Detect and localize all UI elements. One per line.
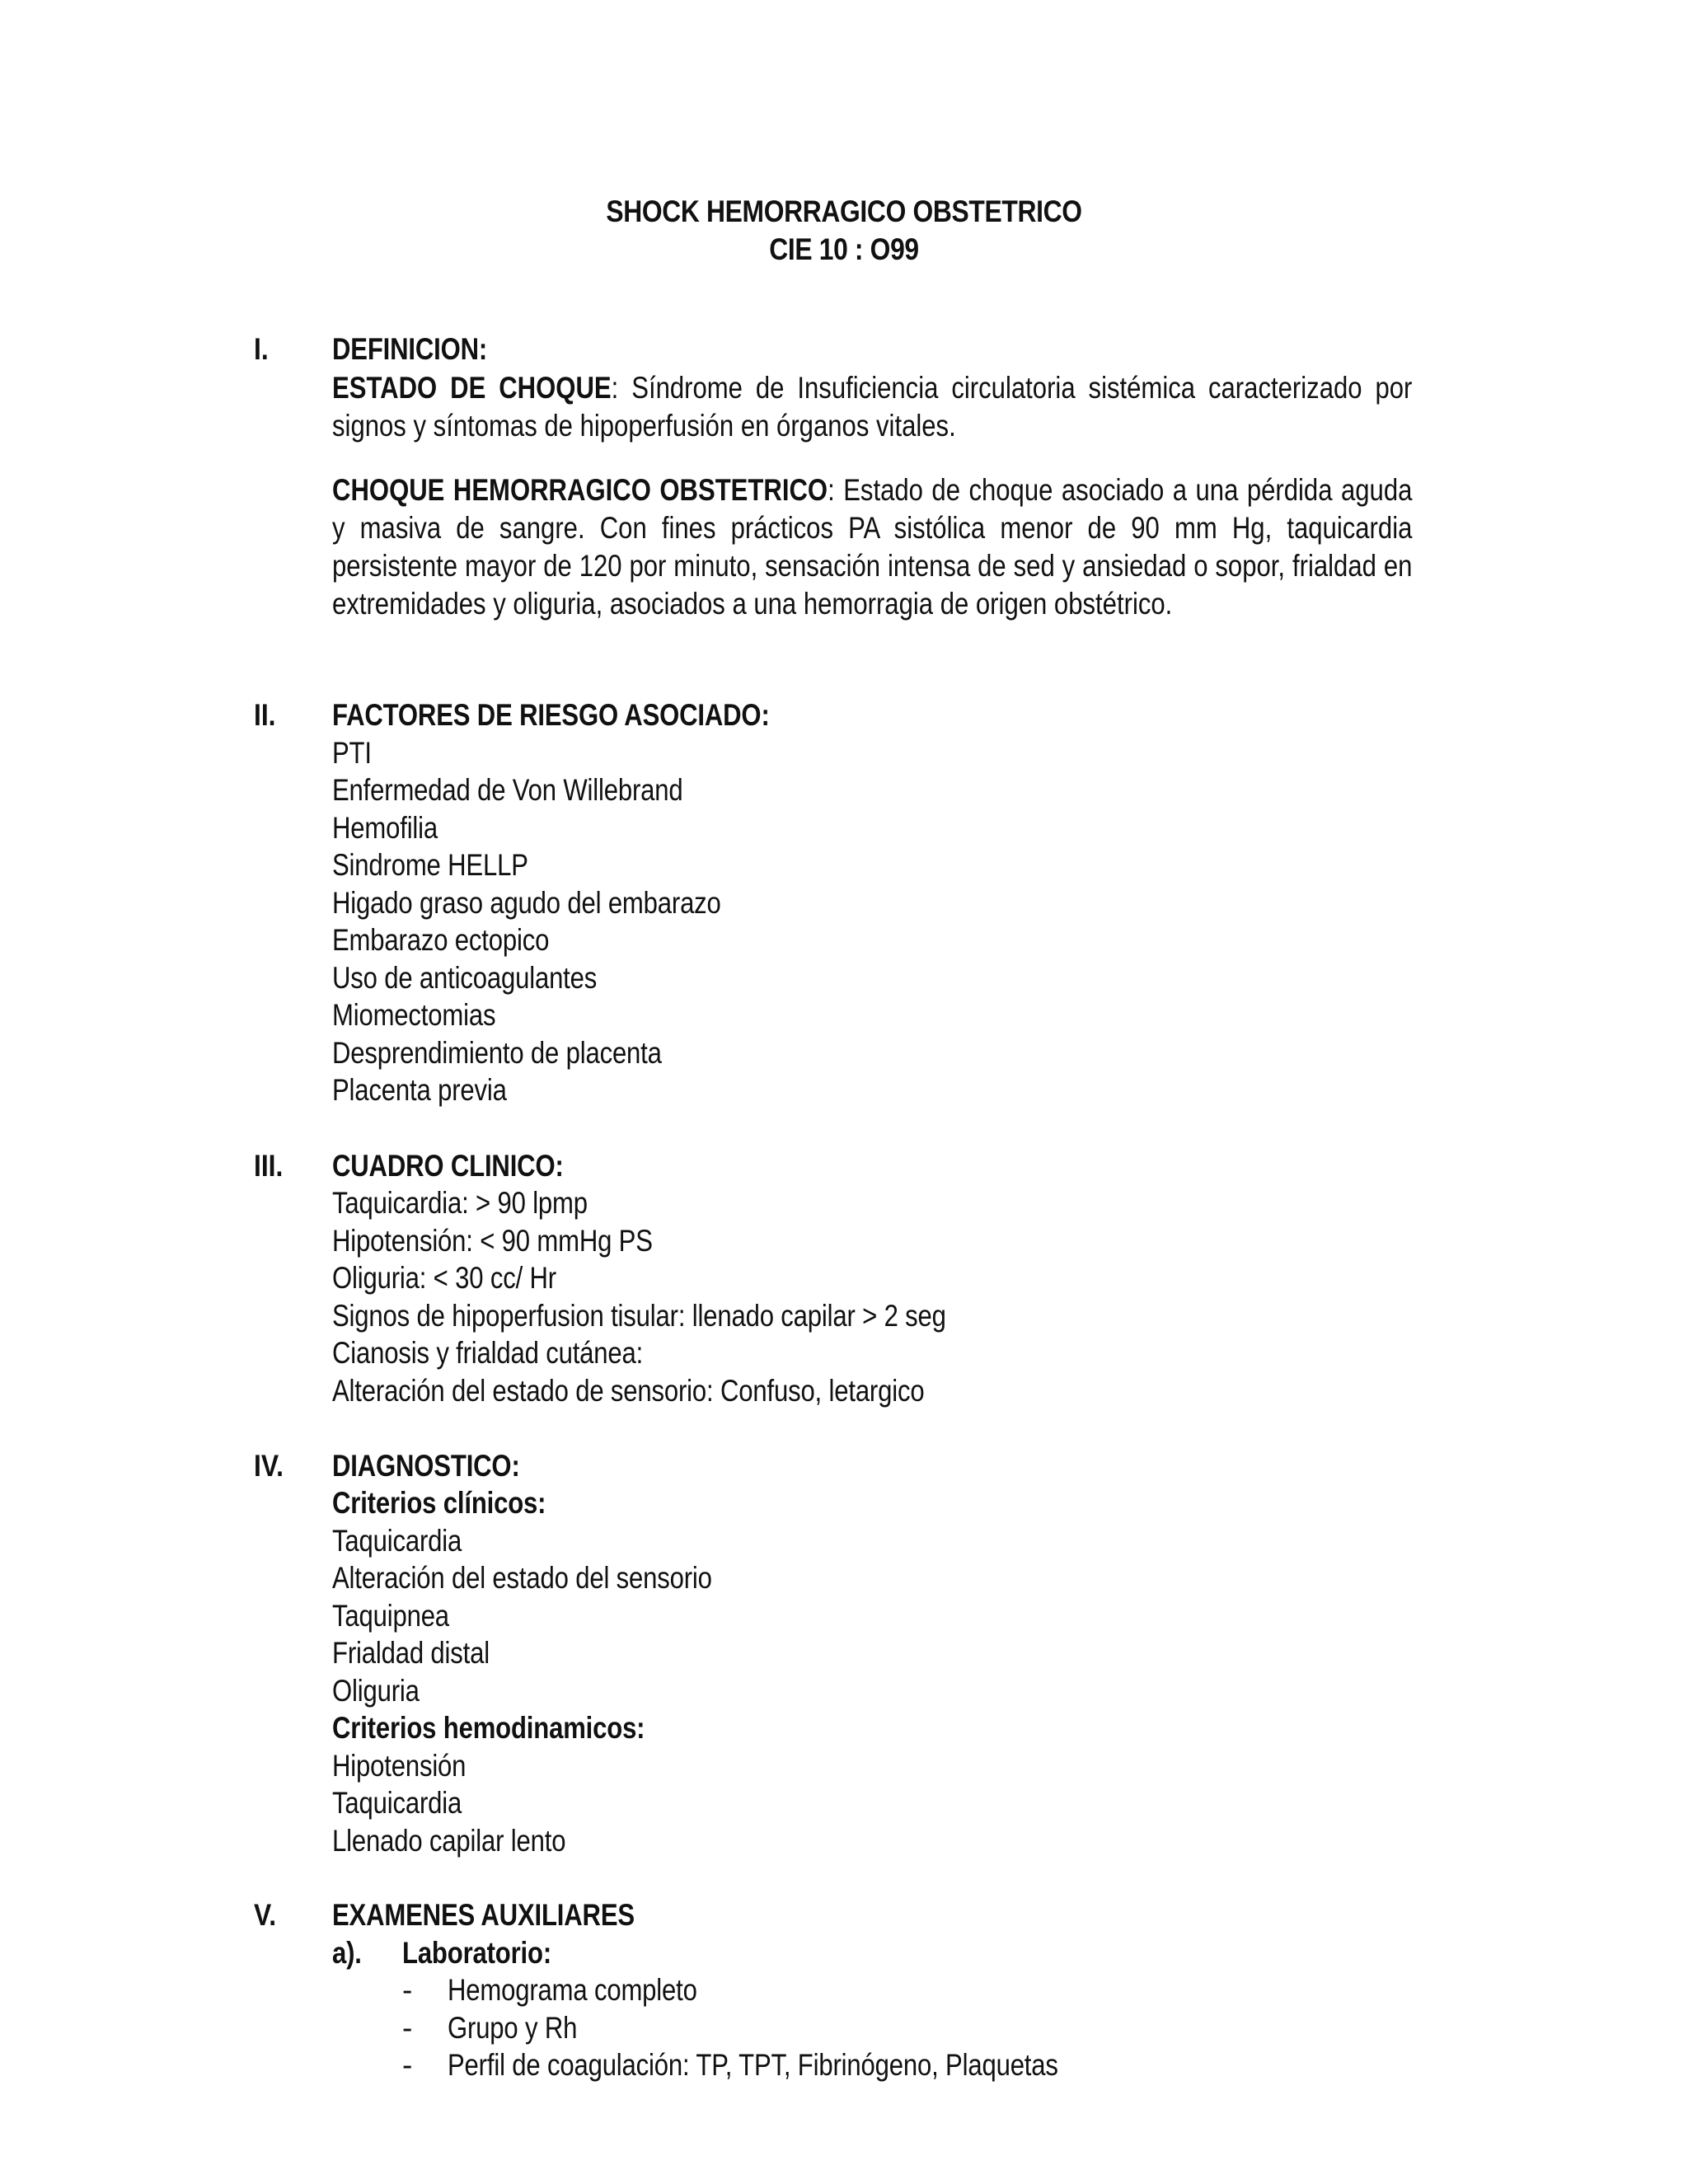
section-heading: FACTORES DE RIESGO ASOCIADO: xyxy=(332,698,770,732)
list-item: Alteración del estado del sensorio xyxy=(332,1561,712,1595)
sub-label: a). xyxy=(332,1936,362,1970)
list-item: Alteración del estado de sensorio: Confuso, letargico xyxy=(332,1374,925,1408)
list-item: Oliguria xyxy=(332,1674,420,1708)
list-item: Hemofilia xyxy=(332,811,438,845)
list-item: Taquicardia xyxy=(332,1524,462,1558)
list-item: Hipotensión xyxy=(332,1749,467,1783)
list-item: Embarazo ectopico xyxy=(332,923,550,957)
document-title: SHOCK HEMORRAGICO OBSTETRICO xyxy=(606,194,1082,228)
list-item: Frialdad distal xyxy=(332,1636,490,1670)
bullet-dash: - xyxy=(402,2048,413,2082)
section-numeral: V. xyxy=(254,1898,277,1932)
list-item: Cianosis y frialdad cutánea: xyxy=(332,1336,644,1370)
section-numeral: II. xyxy=(254,698,276,732)
definition-text: : Síndrome de Insuficiencia circulatoria sistémica caracterizado por signos y síntomas de hipoperfusión en órganos vitales. xyxy=(332,371,1413,443)
list-item: Grupo y Rh xyxy=(448,2011,578,2045)
document-code: CIE 10 : O99 xyxy=(769,232,919,266)
list-item: Taquicardia: > 90 lpmp xyxy=(332,1186,588,1220)
list-item: Signos de hipoperfusion tisular: llenado capilar > 2 seg xyxy=(332,1299,946,1333)
section-heading: DIAGNOSTICO: xyxy=(332,1449,520,1483)
bullet-dash: - xyxy=(402,1973,413,2007)
definition-paragraph xyxy=(332,369,1412,445)
section-heading: CUADRO CLINICO: xyxy=(332,1149,564,1183)
subheading: Laboratorio: xyxy=(402,1936,552,1970)
definition-paragraph xyxy=(332,471,1412,623)
subheading: Criterios clínicos: xyxy=(332,1486,546,1520)
list-item: Placenta previa xyxy=(332,1073,507,1107)
subheading: Criterios hemodinamicos: xyxy=(332,1711,645,1745)
section-heading: EXAMENES AUXILIARES xyxy=(332,1898,635,1932)
section-heading: DEFINICION: xyxy=(332,332,488,366)
list-item: Hemograma completo xyxy=(448,1973,697,2007)
list-item: Sindrome HELLP xyxy=(332,848,528,882)
definition-term: ESTADO DE CHOQUE xyxy=(332,371,612,405)
list-item: Oliguria: < 30 cc/ Hr xyxy=(332,1261,556,1295)
list-item: Enfermedad de Von Willebrand xyxy=(332,773,683,807)
list-item: Desprendimiento de placenta xyxy=(332,1036,662,1070)
list-item: Miomectomias xyxy=(332,998,496,1032)
list-item: Taquicardia xyxy=(332,1786,462,1820)
list-item: Perfil de coagulación: TP, TPT, Fibrinógeno, Plaquetas xyxy=(448,2048,1058,2082)
section-numeral: III. xyxy=(254,1149,284,1183)
list-item: Uso de anticoagulantes xyxy=(332,961,598,995)
section-numeral: I. xyxy=(254,332,269,366)
section-numeral: IV. xyxy=(254,1449,284,1483)
list-item: Higado graso agudo del embarazo xyxy=(332,886,721,920)
definition-text: : Estado de choque asociado a una pérdida aguda y masiva de sangre. Con fines prácticos PA sistólica menor de 90 mm Hg, taquicardia persistente mayor de 120 por minuto, sensación intensa de sed y ansiedad o sopor, frialdad en extremidades y oliguria, asociados a una hemorragia de origen obstétrico. xyxy=(332,473,1413,621)
list-item: PTI xyxy=(332,736,372,770)
list-item: Llenado capilar lento xyxy=(332,1824,566,1858)
bullet-dash: - xyxy=(402,2011,413,2045)
definition-term: CHOQUE HEMORRAGICO OBSTETRICO xyxy=(332,473,828,507)
list-item: Taquipnea xyxy=(332,1599,449,1633)
list-item: Hipotensión: < 90 mmHg PS xyxy=(332,1224,653,1258)
